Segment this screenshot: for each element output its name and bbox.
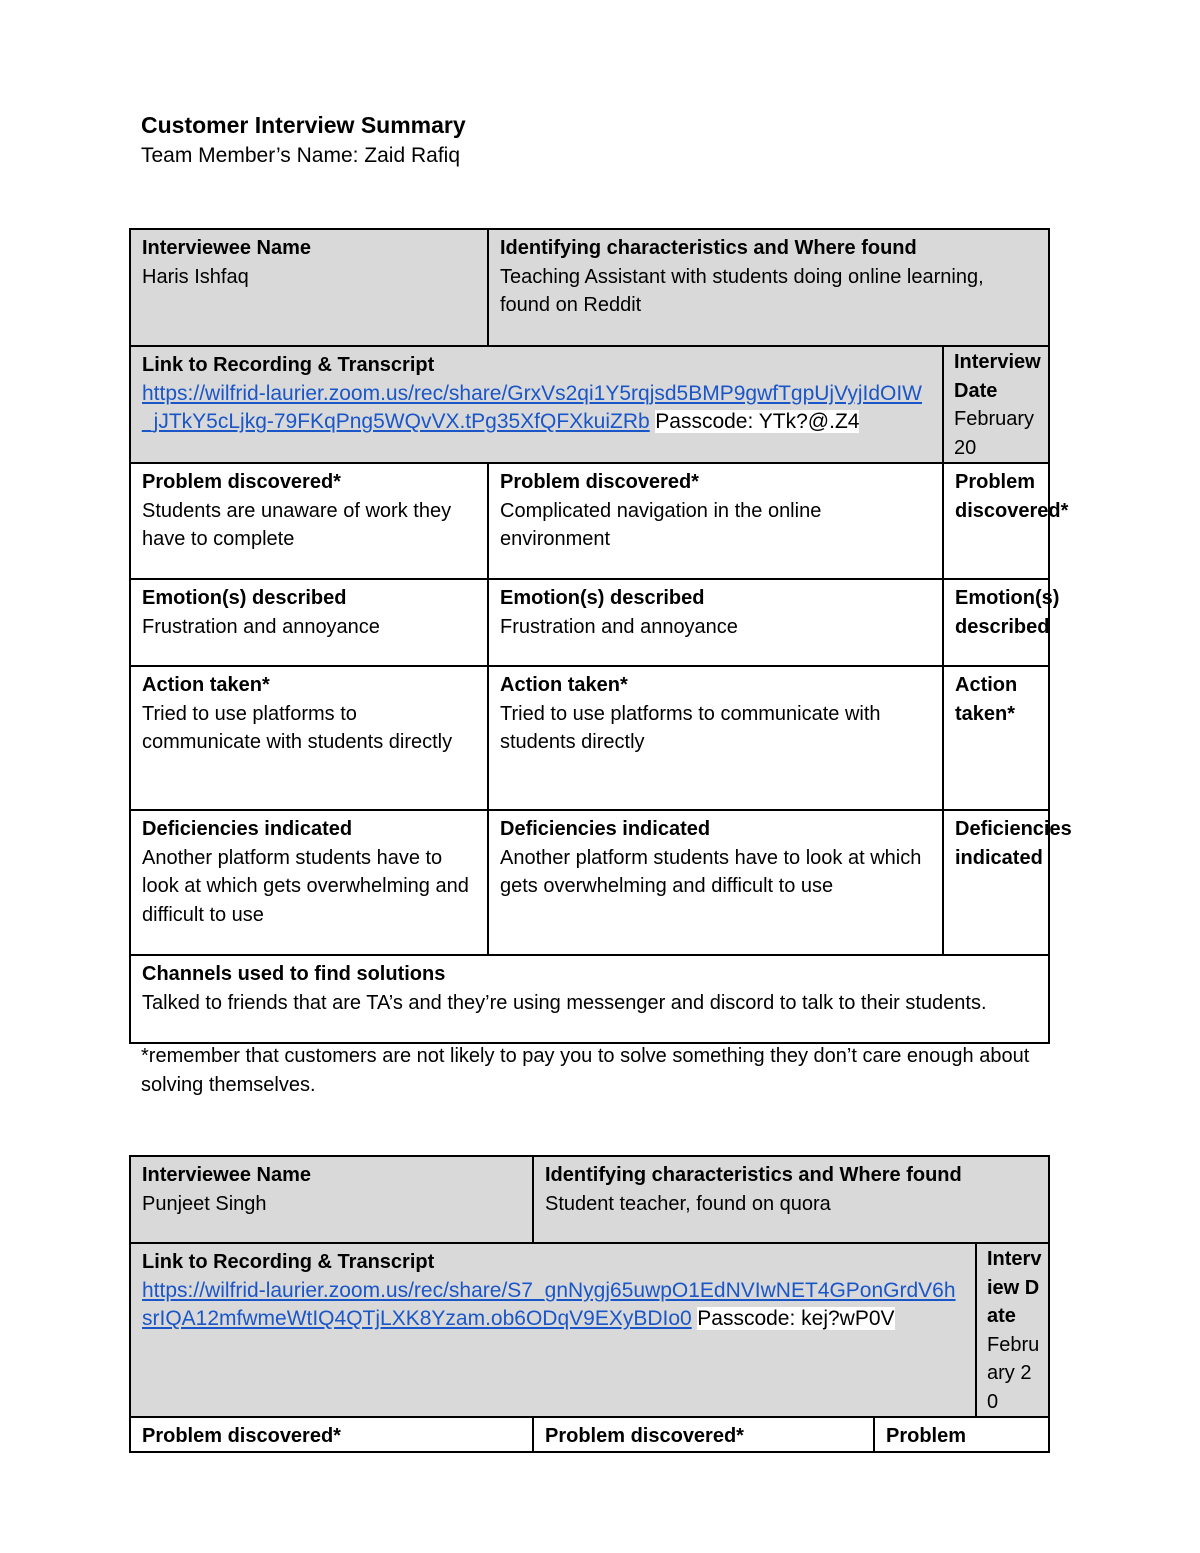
recording-passcode: Passcode: kej?wP0V xyxy=(697,1307,895,1330)
interview-date-cell xyxy=(943,346,1049,463)
channels-value: Talked to friends that are TA’s and they’re using messenger and discord to talk to their students. xyxy=(142,991,987,1014)
action-cell-3 xyxy=(943,666,1049,810)
identifying-cell xyxy=(533,1156,1049,1243)
action-label: Action taken* xyxy=(142,674,270,696)
emotion-label: Emotion(s) described xyxy=(955,587,1060,638)
interviewee-label: Interviewee Name xyxy=(142,237,311,259)
problem-cell-3 xyxy=(874,1417,1049,1452)
action-label: Action taken* xyxy=(500,674,628,696)
problem-label: Problem discovered* xyxy=(500,471,699,493)
deficiency-value: Another platform students have to look at which gets overwhelming and difficult to use xyxy=(500,846,922,897)
identifying-cell xyxy=(488,229,1049,346)
recording-link[interactable]: https://wilfrid-laurier.zoom.us/rec/share/GrxVs2qi1Y5rqjsd5BMP9gwfTgpUjVyjIdOIW_jJTkY5cLjkg-79FKqPng5WQvVX.tPg35XfQFXkuiZRb xyxy=(142,381,922,433)
recording-link[interactable]: https://wilfrid-laurier.zoom.us/rec/share/S7_gnNygj65uwpO1EdNVIwNET4GPonGrdV6hsrIQA12mfwmeWtIQ4QTjLXK8Yzam.ob6ODqV9EXyBDIo0 xyxy=(142,1278,956,1330)
interviewee-label: Interviewee Name xyxy=(142,1164,311,1186)
footnote: *remember that customers are not likely to pay you to solve something they don’t care enough about solving themselves. xyxy=(141,1045,1030,1096)
interview-table-2 xyxy=(129,1155,1050,1453)
problem-label: Problem discovered* xyxy=(142,1425,341,1447)
channels-cell xyxy=(130,955,1049,1043)
interviewee-cell xyxy=(130,1156,533,1243)
deficiency-label: Deficiencies indicated xyxy=(142,818,353,840)
deficiency-value: Another platform students have to look at which gets overwhelming and difficult to use xyxy=(142,846,469,926)
interview-date-value: February 20 xyxy=(954,408,1035,459)
deficiency-cell-1 xyxy=(130,810,488,955)
emotion-cell-3 xyxy=(943,579,1060,666)
problem-label: Problem xyxy=(886,1425,967,1447)
problem-cell-2 xyxy=(488,463,943,579)
recording-label: Link to Recording & Transcript xyxy=(142,354,435,376)
problem-value: Complicated navigation in the online environment xyxy=(500,499,822,550)
problem-label: Problem discovered* xyxy=(955,471,1069,522)
action-cell-1 xyxy=(130,666,488,810)
problem-label: Problem discovered* xyxy=(142,471,341,493)
problem-cell-1 xyxy=(130,463,488,579)
interviewee-name: Punjeet Singh xyxy=(142,1192,267,1215)
emotion-label: Emotion(s) described xyxy=(142,587,347,609)
deficiency-label: Deficiencies indicated xyxy=(955,818,1072,869)
emotion-value: Frustration and annoyance xyxy=(142,615,380,638)
interview-date-cell xyxy=(976,1243,1049,1417)
action-label: Action taken* xyxy=(955,674,1018,725)
team-member-name: Team Member’s Name: Zaid Rafiq xyxy=(141,144,460,167)
page-title: Customer Interview Summary xyxy=(141,112,466,138)
action-value: Tried to use platforms to communicate with students directly xyxy=(500,702,881,753)
problem-cell-2 xyxy=(533,1417,874,1452)
recording-cell xyxy=(130,346,943,463)
interview-date-label: Interview Date xyxy=(954,351,1041,402)
channels-label: Channels used to find solutions xyxy=(142,963,446,985)
action-value: Tried to use platforms to communicate with students directly xyxy=(142,702,453,753)
problem-cell-3 xyxy=(943,463,1069,579)
interview-table-1 xyxy=(129,228,1072,1044)
problem-value: Students are unaware of work they have to complete xyxy=(142,499,452,550)
interviewee-name: Haris Ishfaq xyxy=(142,265,249,288)
action-cell-2 xyxy=(488,666,943,810)
recording-cell xyxy=(130,1243,976,1417)
interviewee-cell xyxy=(130,229,488,346)
deficiency-cell-2 xyxy=(488,810,943,955)
recording-passcode: Passcode: YTk?@.Z4 xyxy=(655,410,860,433)
interview-date-value: February 20 xyxy=(987,1333,1040,1413)
problem-cell-1 xyxy=(130,1417,533,1452)
identifying-value: Teaching Assistant with students doing online learning, found on Reddit xyxy=(500,265,984,316)
emotion-label: Emotion(s) described xyxy=(500,587,705,609)
interview-date-label: Interview Date xyxy=(987,1248,1042,1327)
emotion-cell-1 xyxy=(130,579,488,666)
identifying-label: Identifying characteristics and Where found xyxy=(545,1164,962,1186)
emotion-value: Frustration and annoyance xyxy=(500,615,738,638)
deficiency-cell-3 xyxy=(943,810,1072,955)
emotion-cell-2 xyxy=(488,579,943,666)
recording-label: Link to Recording & Transcript xyxy=(142,1251,435,1273)
deficiency-label: Deficiencies indicated xyxy=(500,818,711,840)
problem-label: Problem discovered* xyxy=(545,1425,744,1447)
identifying-value: Student teacher, found on quora xyxy=(545,1192,831,1215)
identifying-label: Identifying characteristics and Where found xyxy=(500,237,917,259)
